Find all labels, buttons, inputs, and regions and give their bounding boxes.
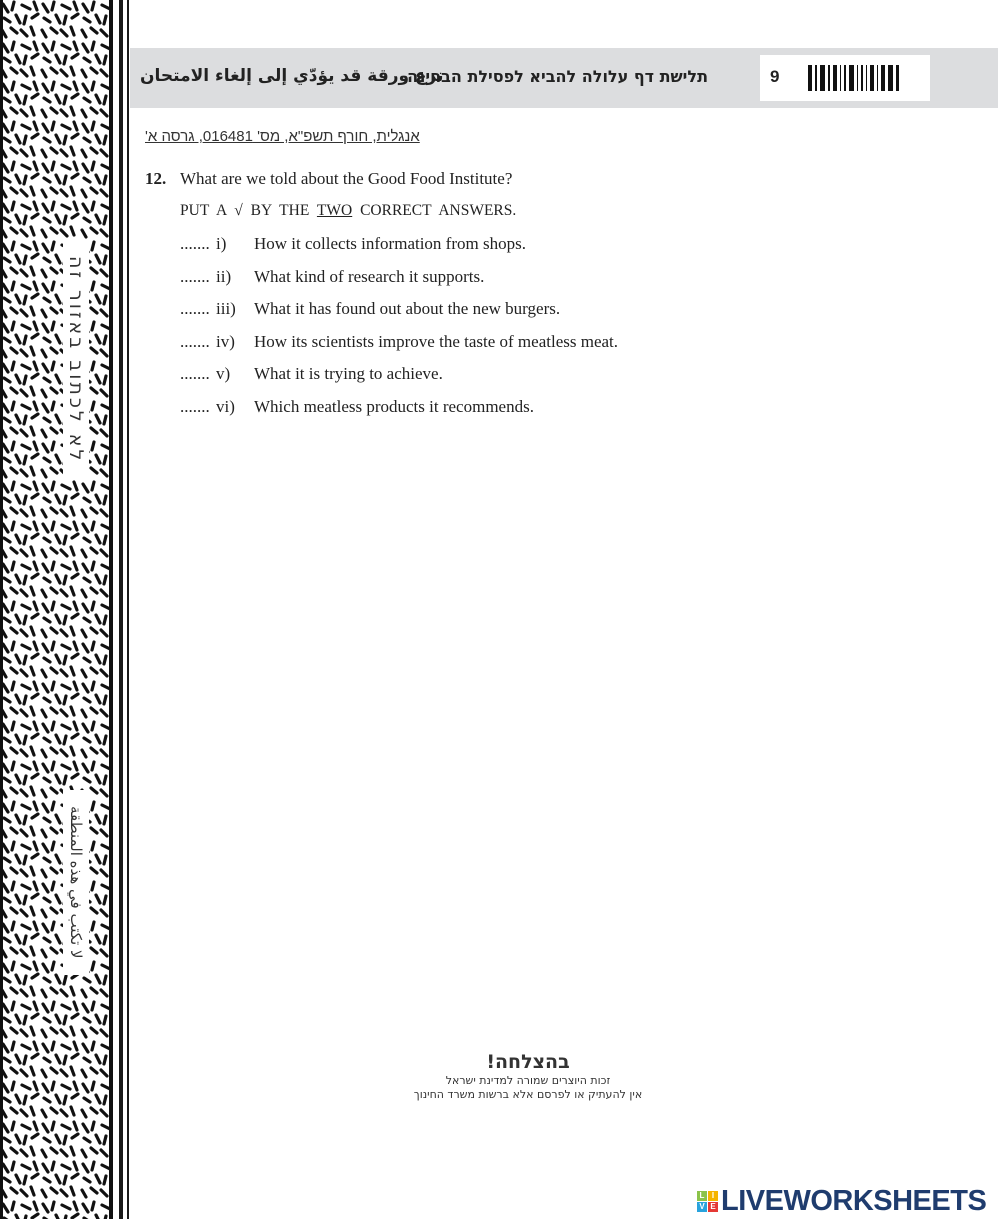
option-label: v) bbox=[216, 364, 231, 384]
answer-blank[interactable]: ....... bbox=[180, 266, 210, 286]
answer-blank[interactable]: ....... bbox=[180, 234, 210, 253]
decorative-border-pattern bbox=[0, 0, 113, 1219]
page-header bbox=[130, 48, 998, 108]
option-text: How its scientists improve the taste of meatless meat. bbox=[254, 331, 619, 351]
logo-letter-block: E bbox=[708, 1202, 718, 1212]
page-number: 9 bbox=[770, 67, 780, 86]
question-instruction bbox=[180, 202, 516, 220]
barcode-box bbox=[760, 55, 930, 101]
border-line bbox=[119, 0, 123, 1219]
answer-blank[interactable]: ....... bbox=[180, 397, 210, 416]
instruction-text: CORRECT ANSWERS. bbox=[360, 202, 517, 219]
arabic-notice: نزع ورقة قد يؤدّي إلى إلغاء الامتحان bbox=[140, 66, 444, 86]
border-line bbox=[127, 0, 129, 1219]
barcode-icon bbox=[808, 65, 899, 91]
question-number: 12. bbox=[145, 169, 167, 188]
liveworksheets-logo[interactable] bbox=[697, 1185, 986, 1218]
instruction-emphasis: TWO bbox=[316, 202, 353, 219]
logo-text: LIVEWORKSHEETS bbox=[721, 1185, 987, 1217]
copyright-text: זכות היוצרים שמורה למדינת ישראל bbox=[445, 1074, 611, 1087]
option-label: iv) bbox=[216, 331, 235, 351]
hebrew-no-write-warning: לא לכתוב באזור זה bbox=[63, 240, 89, 480]
option-text: Which meatless products it recommends. bbox=[254, 397, 534, 416]
logo-letter-block: L bbox=[697, 1191, 707, 1201]
answer-blank[interactable]: ....... bbox=[180, 331, 210, 351]
option-label: ii) bbox=[216, 266, 232, 286]
option-text: What it is trying to achieve. bbox=[254, 364, 443, 384]
footer bbox=[380, 1050, 676, 1102]
option-text: What it has found out about the new burgers. bbox=[254, 299, 561, 319]
option-label: i) bbox=[216, 234, 227, 253]
logo-letter-block: I bbox=[708, 1191, 718, 1201]
answer-blank[interactable]: ....... bbox=[180, 299, 210, 319]
question-text: What are we told about the Good Food Institute? bbox=[180, 169, 513, 188]
arabic-no-write-warning: لا تكتب في هذه المنطقة bbox=[63, 790, 89, 975]
option-label: iii) bbox=[216, 299, 236, 319]
hebrew-notice: תלישת דף עלולה להביא לפסילת הבחינה bbox=[407, 67, 708, 86]
instruction-text: PUT A √ BY THE bbox=[180, 202, 310, 219]
good-luck-text: בהצלחה! bbox=[486, 1051, 570, 1073]
exam-subtitle: אנגלית, חורף תשפ"א, מס' 016481, גרסה א' bbox=[145, 128, 420, 145]
logo-letter-block: V bbox=[697, 1202, 707, 1212]
option-text: What kind of research it supports. bbox=[254, 266, 485, 286]
answer-blank[interactable]: ....... bbox=[180, 364, 210, 384]
option-label: vi) bbox=[216, 397, 235, 416]
option-text: How it collects information from shops. bbox=[254, 234, 526, 253]
logo-blocks-icon bbox=[697, 1191, 718, 1212]
publication-notice: אין להעתיק או לפרסם אלא ברשות משרד החינוך bbox=[413, 1088, 643, 1101]
